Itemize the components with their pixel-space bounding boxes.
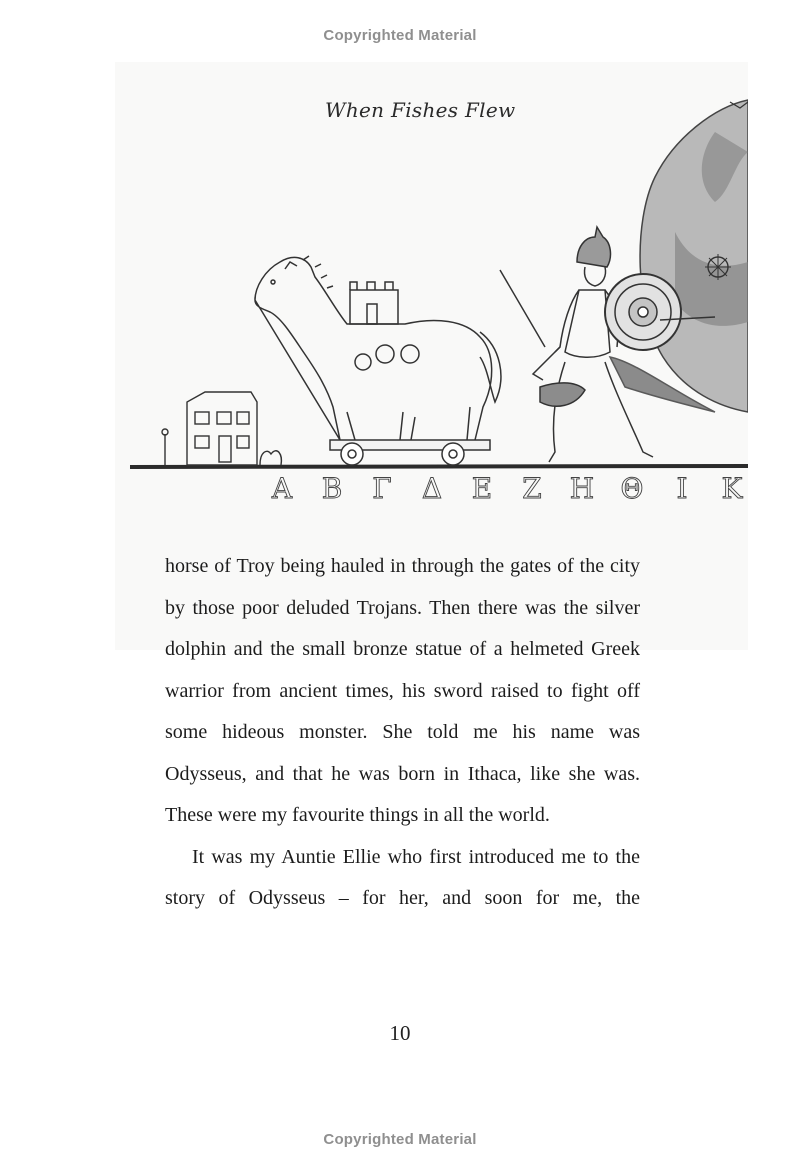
alphabet-letter: Β [321, 472, 343, 505]
globe-drawing [640, 100, 748, 412]
paragraph: It was my Auntie Ellie who first introduced me to the story of Odysseus – for her, and soon for me, the [165, 845, 640, 909]
alphabet-letter: Θ [620, 472, 644, 505]
ground-line [130, 466, 748, 467]
illustration [115, 62, 748, 522]
alphabet-letter: Ι [676, 472, 688, 505]
page-number: 10 [389, 1021, 411, 1045]
house-drawing [162, 392, 281, 465]
alphabet-letter: Δ [421, 472, 443, 505]
copyright-watermark-bottom: Copyrighted Material [323, 1131, 477, 1148]
alphabet-letter: Γ [372, 472, 392, 505]
trojan-horse-drawing [255, 256, 501, 465]
alphabet-letter: Κ [721, 472, 743, 505]
paragraph: horse of Troy being hauled in through the gates of the city by those poor deluded Trojans. Then there was the silver dolphin and the small bronze statue of a helmeted Greek warrior from ancient times, his sword raised to fight off some hideous monster. She told me his name was Odysseus, and that he was born in Ithaca, like she was. These were my favourite things in all the world. [165, 555, 640, 826]
body-text [165, 546, 640, 920]
running-head: When Fishes Flew [325, 98, 516, 122]
alphabet-letter: Ζ [522, 472, 542, 505]
alphabet-letter: Η [569, 472, 595, 505]
alphabet-letter: Ε [471, 472, 493, 505]
alphabet-letter: Α [271, 472, 293, 505]
copyright-watermark-top: Copyrighted Material [323, 27, 477, 44]
greek-alphabet [271, 472, 744, 505]
